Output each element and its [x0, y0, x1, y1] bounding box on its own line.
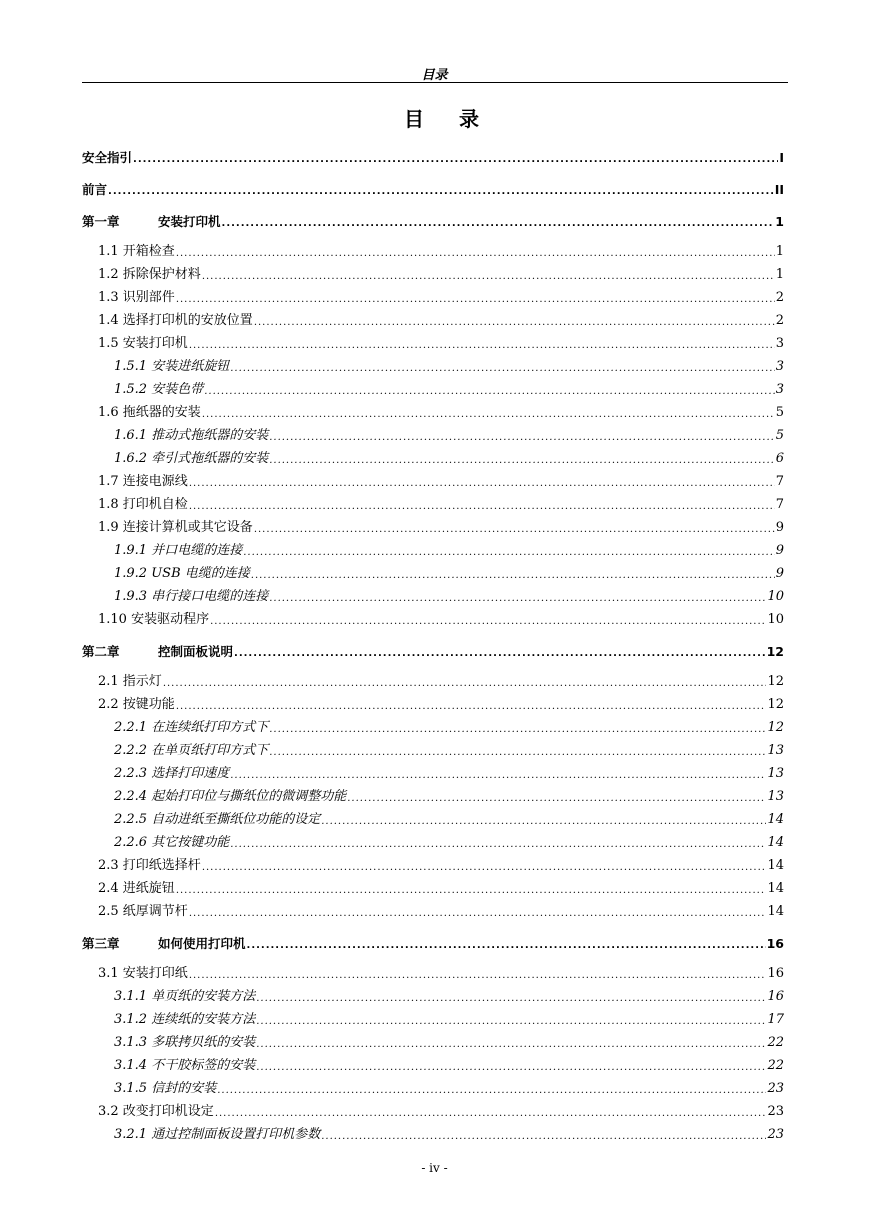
toc-entry-label: 前言 — [82, 182, 108, 197]
toc-dot-leader — [230, 363, 775, 375]
toc-entry-label: 2.2.4 起始打印位与撕纸位的微调整功能 — [114, 789, 347, 804]
toc-entry-label: 1.1 开箱检查 — [98, 244, 175, 259]
toc-page-number: 13 — [767, 789, 784, 804]
toc-section-entry[interactable] — [98, 267, 784, 283]
toc-dot-leader — [189, 340, 775, 352]
toc-dot-leader — [269, 432, 775, 444]
toc-subsection-entry[interactable] — [114, 451, 784, 467]
toc-entry-label: 3.1.1 单页纸的安装方法 — [114, 989, 256, 1004]
toc-dot-leader — [215, 1108, 767, 1120]
toc-chapter-entry[interactable] — [82, 644, 784, 660]
toc-subsection-entry[interactable] — [114, 428, 784, 444]
toc-entry-label: 3.2 改变打印机设定 — [98, 1104, 214, 1119]
toc-entry-label: 1.3 识别部件 — [98, 290, 175, 305]
toc-subsection-entry[interactable] — [114, 720, 784, 736]
toc-subsection-entry[interactable] — [114, 1012, 784, 1028]
toc-entry-label: 1.4 选择打印机的安放位置 — [98, 313, 253, 328]
toc-entry-label: 安全指引 — [82, 150, 133, 165]
toc-subsection-entry[interactable] — [114, 1127, 784, 1143]
toc-chapter-number: 第二章 — [82, 644, 120, 659]
toc-chapter-number: 第一章 — [82, 214, 120, 229]
header-title: 目录 — [421, 68, 448, 83]
toc-page-number: 12 — [767, 720, 784, 735]
toc-page-number: 14 — [767, 904, 784, 919]
toc-entry-label: 2.4 进纸旋钮 — [98, 881, 175, 896]
toc-page-number: 9 — [775, 566, 784, 581]
toc-entry-label: 1.9.1 并口电缆的连接 — [114, 543, 243, 558]
toc-page-number: 5 — [775, 405, 784, 420]
toc-section-entry[interactable] — [98, 858, 784, 874]
toc-page-number: II — [774, 182, 784, 197]
toc-section-entry[interactable] — [98, 290, 784, 306]
toc-page-number: 7 — [775, 474, 784, 489]
toc-dot-leader — [269, 747, 766, 759]
toc-entry-label — [82, 936, 246, 952]
toc-entry-label: 1.5.1 安装进纸旋钮 — [114, 359, 230, 374]
page-number: - iv - — [421, 1161, 448, 1175]
toc-page-number: 22 — [767, 1058, 784, 1073]
toc-entry-label: 1.5.2 安装色带 — [114, 382, 204, 397]
toc-chapter-entry[interactable] — [82, 214, 784, 230]
toc-entry-label — [82, 214, 221, 230]
toc-subsection-entry[interactable] — [114, 835, 784, 851]
toc-entry-label: 1.9.3 串行接口电缆的连接 — [114, 589, 269, 604]
toc-section-entry[interactable] — [98, 497, 784, 513]
toc-entry-label: 3.2.1 通过控制面板设置打印机参数 — [114, 1127, 321, 1142]
toc-page-number: 14 — [767, 812, 784, 827]
toc-subsection-entry[interactable] — [114, 1058, 784, 1074]
toc-subsection-entry[interactable] — [114, 789, 784, 805]
toc-section-entry[interactable] — [98, 405, 784, 421]
toc-dot-leader — [234, 648, 766, 660]
toc-entry-label: 1.6 拖纸器的安装 — [98, 405, 201, 420]
toc-dot-leader — [202, 271, 775, 283]
toc-entry-label: 3.1.2 连续纸的安装方法 — [114, 1012, 256, 1027]
toc-subsection-entry[interactable] — [114, 743, 784, 759]
toc-page-number: 12 — [767, 697, 784, 712]
toc-chapter-number: 第三章 — [82, 936, 120, 951]
toc-entry-label: 2.2 按键功能 — [98, 697, 175, 712]
toc-dot-leader — [256, 1039, 766, 1051]
toc-entry-label: 2.2.3 选择打印速度 — [114, 766, 230, 781]
toc-entry-label: 1.10 安装驱动程序 — [98, 612, 210, 627]
toc-page-number: 1 — [775, 267, 784, 282]
toc-page-number: 16 — [767, 966, 784, 981]
toc-section-entry[interactable] — [98, 697, 784, 713]
toc-section-entry[interactable] — [98, 881, 784, 897]
toc-subsection-entry[interactable] — [114, 566, 784, 582]
toc-entry-label: 2.1 指示灯 — [98, 674, 162, 689]
toc-entry-label: 3.1.5 信封的安装 — [114, 1081, 217, 1096]
toc-entry-label: 2.2.6 其它按键功能 — [114, 835, 230, 850]
toc-dot-leader — [321, 1131, 766, 1143]
toc-page-number: 2 — [775, 313, 784, 328]
toc-page-number: 1 — [775, 244, 784, 259]
toc-dot-leader — [251, 570, 775, 582]
toc-chapter-entry[interactable] — [82, 150, 784, 166]
toc-dot-leader — [217, 1085, 766, 1097]
toc-page-number: 3 — [775, 359, 784, 374]
toc-subsection-entry[interactable] — [114, 359, 784, 375]
toc-section-entry[interactable] — [98, 336, 784, 352]
toc-section-entry[interactable] — [98, 520, 784, 536]
toc-page-number: 9 — [775, 543, 784, 558]
toc-page-number: 6 — [775, 451, 784, 466]
toc-page-number: 10 — [767, 589, 784, 604]
toc-entry-label: 2.2.5 自动进纸至撕纸位功能的设定 — [114, 812, 321, 827]
toc-subsection-entry[interactable] — [114, 1035, 784, 1051]
toc-entry-label: 3.1.3 多联拷贝纸的安装 — [114, 1035, 256, 1050]
toc-dot-leader — [189, 501, 775, 513]
toc-page-number: 3 — [775, 382, 784, 397]
toc-entry-label: 1.2 拆除保护材料 — [98, 267, 201, 282]
toc-entry-label: 1.6.1 推动式拖纸器的安装 — [114, 428, 269, 443]
toc-dot-leader — [230, 770, 766, 782]
toc-dot-leader — [256, 993, 766, 1005]
toc-page-number: I — [779, 150, 784, 165]
toc-subsection-entry[interactable] — [114, 766, 784, 782]
page-title: 目 录 — [404, 107, 493, 131]
toc-dot-leader — [176, 294, 775, 306]
toc-entry-label: 1.8 打印机自检 — [98, 497, 188, 512]
toc-chapter-title: 控制面板说明 — [158, 644, 234, 659]
toc-dot-leader — [189, 970, 767, 982]
toc-subsection-entry[interactable] — [114, 543, 784, 559]
toc-page-number: 16 — [766, 936, 784, 951]
toc-dot-leader — [230, 839, 766, 851]
toc-entry-label: 1.7 连接电源线 — [98, 474, 188, 489]
toc-entry-label: 2.5 纸厚调节杆 — [98, 904, 188, 919]
toc-page-number: 23 — [767, 1104, 784, 1119]
toc-dot-leader — [202, 409, 775, 421]
toc-entry-label: 2.2.2 在单页纸打印方式下 — [114, 743, 269, 758]
toc-chapter-entry[interactable] — [82, 936, 784, 952]
toc-entry-label: 3.1 安装打印纸 — [98, 966, 188, 981]
toc-page-number: 23 — [767, 1127, 784, 1142]
toc-subsection-entry[interactable] — [114, 589, 784, 605]
toc-section-entry[interactable] — [98, 474, 784, 490]
toc-section-entry[interactable] — [98, 966, 784, 982]
toc-dot-leader — [321, 816, 766, 828]
toc-dot-leader — [204, 386, 775, 398]
toc-subsection-entry[interactable] — [114, 382, 784, 398]
toc-section-entry[interactable] — [98, 904, 784, 920]
toc-dot-leader — [347, 793, 766, 805]
toc-dot-leader — [269, 593, 766, 605]
toc-dot-leader — [163, 678, 767, 690]
toc-entry-label: 2.2.1 在连续纸打印方式下 — [114, 720, 269, 735]
toc-entry-label — [82, 644, 233, 660]
toc-section-entry[interactable] — [98, 244, 784, 260]
toc-dot-leader — [176, 701, 767, 713]
toc-page-number: 1 — [775, 214, 784, 229]
toc-dot-leader — [247, 940, 766, 952]
toc-chapter-title: 如何使用打印机 — [158, 936, 246, 951]
toc-page-number: 14 — [767, 858, 784, 873]
toc-dot-leader — [269, 724, 766, 736]
toc-subsection-entry[interactable] — [114, 989, 784, 1005]
toc-page-number: 13 — [767, 766, 784, 781]
toc-page-number: 10 — [767, 612, 784, 627]
toc-section-entry[interactable] — [98, 313, 784, 329]
toc-page-number: 22 — [767, 1035, 784, 1050]
toc-dot-leader — [133, 154, 778, 166]
toc-page-number: 12 — [767, 674, 784, 689]
toc-page-number: 16 — [767, 989, 784, 1004]
toc-dot-leader — [254, 317, 775, 329]
toc-dot-leader — [176, 885, 767, 897]
toc-section-entry[interactable] — [98, 1104, 784, 1120]
toc-page-number: 14 — [767, 835, 784, 850]
toc-dot-leader — [254, 524, 775, 536]
toc-page-number: 14 — [767, 881, 784, 896]
toc-section-entry[interactable] — [98, 674, 784, 690]
toc-page-number: 7 — [775, 497, 784, 512]
header-rule — [82, 82, 788, 83]
toc-dot-leader — [189, 908, 767, 920]
toc-dot-leader — [256, 1016, 766, 1028]
toc-dot-leader — [202, 862, 767, 874]
toc-subsection-entry[interactable] — [114, 1081, 784, 1097]
toc-dot-leader — [108, 186, 774, 198]
toc-page-number: 13 — [767, 743, 784, 758]
toc-page-number: 9 — [775, 520, 784, 535]
toc-page-number: 5 — [775, 428, 784, 443]
toc-dot-leader — [210, 616, 766, 628]
toc-dot-leader — [269, 455, 775, 467]
toc-entry-label: 3.1.4 不干胶标签的安装 — [114, 1058, 256, 1073]
toc-entry-label: 1.5 安装打印机 — [98, 336, 188, 351]
toc-dot-leader — [243, 547, 775, 559]
toc-dot-leader — [222, 218, 775, 230]
toc-entry-label: 1.6.2 牵引式拖纸器的安装 — [114, 451, 269, 466]
toc-entry-label: 2.3 打印纸选择杆 — [98, 858, 201, 873]
toc-dot-leader — [176, 248, 775, 260]
toc-page-number: 17 — [767, 1012, 784, 1027]
toc-page-number: 3 — [775, 336, 784, 351]
toc-page-number: 2 — [775, 290, 784, 305]
toc-page-number: 23 — [767, 1081, 784, 1096]
toc-dot-leader — [189, 478, 775, 490]
toc-chapter-entry[interactable] — [82, 182, 784, 198]
toc-entry-label: 1.9 连接计算机或其它设备 — [98, 520, 253, 535]
toc-entry-label: 1.9.2 USB 电缆的连接 — [114, 566, 250, 581]
toc-page-number: 12 — [766, 644, 784, 659]
toc-dot-leader — [256, 1062, 766, 1074]
toc-subsection-entry[interactable] — [114, 812, 784, 828]
toc-chapter-title: 安装打印机 — [158, 214, 221, 229]
toc-section-entry[interactable] — [98, 612, 784, 628]
